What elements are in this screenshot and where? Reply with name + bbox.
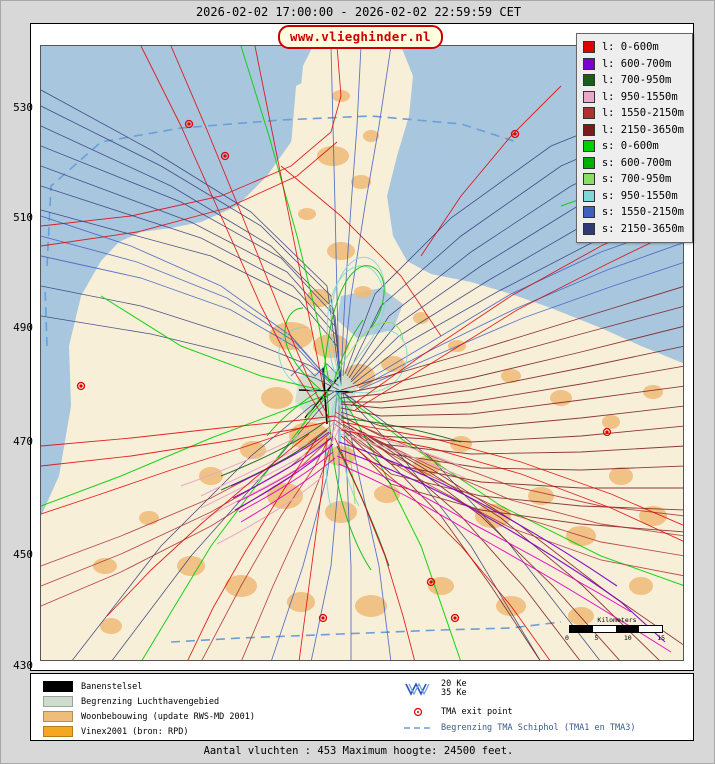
map-legend bbox=[30, 673, 694, 741]
scale-bar-ticks bbox=[565, 634, 665, 642]
legend-swatch bbox=[583, 74, 595, 86]
legend-label: Banenstelsel bbox=[81, 681, 143, 692]
legend-item[interactable] bbox=[583, 39, 684, 56]
legend-label: s: 0-600m bbox=[601, 140, 659, 153]
legend-label: Begrenzing TMA Schiphol (TMA1 en TMA3) bbox=[441, 723, 636, 733]
legend-label: TMA exit point bbox=[441, 707, 513, 717]
airport-area-swatch bbox=[43, 696, 73, 707]
zigzag-icon bbox=[403, 680, 433, 698]
legend-woonbebouwing bbox=[43, 711, 255, 722]
legend-swatch bbox=[583, 41, 595, 53]
legend-label: s: 1550-2150m bbox=[601, 206, 684, 219]
legend-label-35ke: 35 Ke bbox=[441, 688, 467, 698]
legend-label: l: 1550-2150m bbox=[601, 107, 684, 120]
scale-bar-title: Kilometers bbox=[597, 616, 637, 624]
altitude-legend bbox=[576, 33, 693, 243]
legend-swatch bbox=[583, 223, 595, 235]
legend-item[interactable] bbox=[583, 188, 684, 205]
legend-label: l: 950-1550m bbox=[601, 90, 678, 103]
watermark-link[interactable]: www.vlieghinder.nl bbox=[278, 25, 443, 49]
legend-tma-boundary bbox=[403, 723, 635, 733]
legend-swatch bbox=[583, 58, 595, 70]
legend-swatch bbox=[583, 206, 595, 218]
legend-swatch bbox=[583, 173, 595, 185]
legend-label-20ke: 20 Ke bbox=[441, 679, 467, 689]
urban-swatch bbox=[43, 711, 73, 722]
legend-airport-boundary bbox=[43, 696, 219, 707]
legend-item[interactable] bbox=[583, 89, 684, 106]
legend-item[interactable] bbox=[583, 138, 684, 155]
legend-label: Woonbebouwing (update RWS-MD 2001) bbox=[81, 711, 255, 722]
legend-item[interactable] bbox=[583, 105, 684, 122]
y-tick-label: 510 bbox=[13, 211, 33, 224]
legend-label: Begrenzing Luchthavengebied bbox=[81, 696, 220, 707]
legend-vinex bbox=[43, 726, 188, 737]
scale-tick: 5 bbox=[594, 634, 599, 642]
legend-swatch bbox=[583, 190, 595, 202]
legend-item[interactable] bbox=[583, 204, 684, 221]
legend-banenstelsel bbox=[43, 681, 142, 692]
legend-label: l: 600-700m bbox=[601, 57, 672, 70]
legend-label: Vinex2001 (bron: RPD) bbox=[81, 726, 189, 737]
legend-label: s: 700-950m bbox=[601, 173, 672, 186]
legend-label: s: 600-700m bbox=[601, 156, 672, 169]
scale-tick: 10 bbox=[623, 634, 632, 642]
legend-label: l: 0-600m bbox=[601, 41, 659, 54]
scale-tick: 15 bbox=[657, 634, 665, 642]
y-tick-label: 470 bbox=[13, 435, 33, 448]
legend-swatch bbox=[583, 140, 595, 152]
y-tick-label: 530 bbox=[13, 101, 33, 114]
legend-label: s: 2150-3650m bbox=[601, 222, 684, 235]
scale-tick: 0 bbox=[565, 634, 569, 642]
legend-swatch bbox=[583, 107, 595, 119]
page-title: 2026-02-02 17:00:00 - 2026-02-02 22:59:59 CET bbox=[195, 5, 522, 19]
y-tick-label: 450 bbox=[13, 548, 33, 561]
legend-label: l: 700-950m bbox=[601, 74, 672, 87]
legend-swatch bbox=[583, 124, 595, 136]
y-tick-label: 490 bbox=[13, 321, 33, 334]
legend-item[interactable] bbox=[583, 56, 684, 73]
legend-swatch bbox=[583, 91, 595, 103]
legend-ke-contours bbox=[403, 680, 467, 698]
scale-bar bbox=[565, 616, 665, 642]
legend-item[interactable] bbox=[583, 122, 684, 139]
legend-label: s: 950-1550m bbox=[601, 189, 678, 202]
legend-item[interactable] bbox=[583, 72, 684, 89]
scale-bar-segments bbox=[569, 625, 663, 633]
flight-count-footer: Aantal vluchten : 453 Maximum hoogte: 24500 feet. bbox=[203, 745, 514, 757]
runway-swatch bbox=[43, 681, 73, 692]
dashed-line-icon bbox=[403, 723, 433, 733]
legend-label: l: 2150-3650m bbox=[601, 123, 684, 136]
legend-item[interactable] bbox=[583, 171, 684, 188]
vinex-swatch bbox=[43, 726, 73, 737]
legend-swatch bbox=[583, 157, 595, 169]
y-tick-label: 430 bbox=[13, 659, 33, 672]
legend-item[interactable] bbox=[583, 155, 684, 172]
tma-exit-circle-icon bbox=[403, 706, 433, 718]
legend-tma-exit-point bbox=[403, 706, 513, 718]
legend-item[interactable] bbox=[583, 221, 684, 238]
